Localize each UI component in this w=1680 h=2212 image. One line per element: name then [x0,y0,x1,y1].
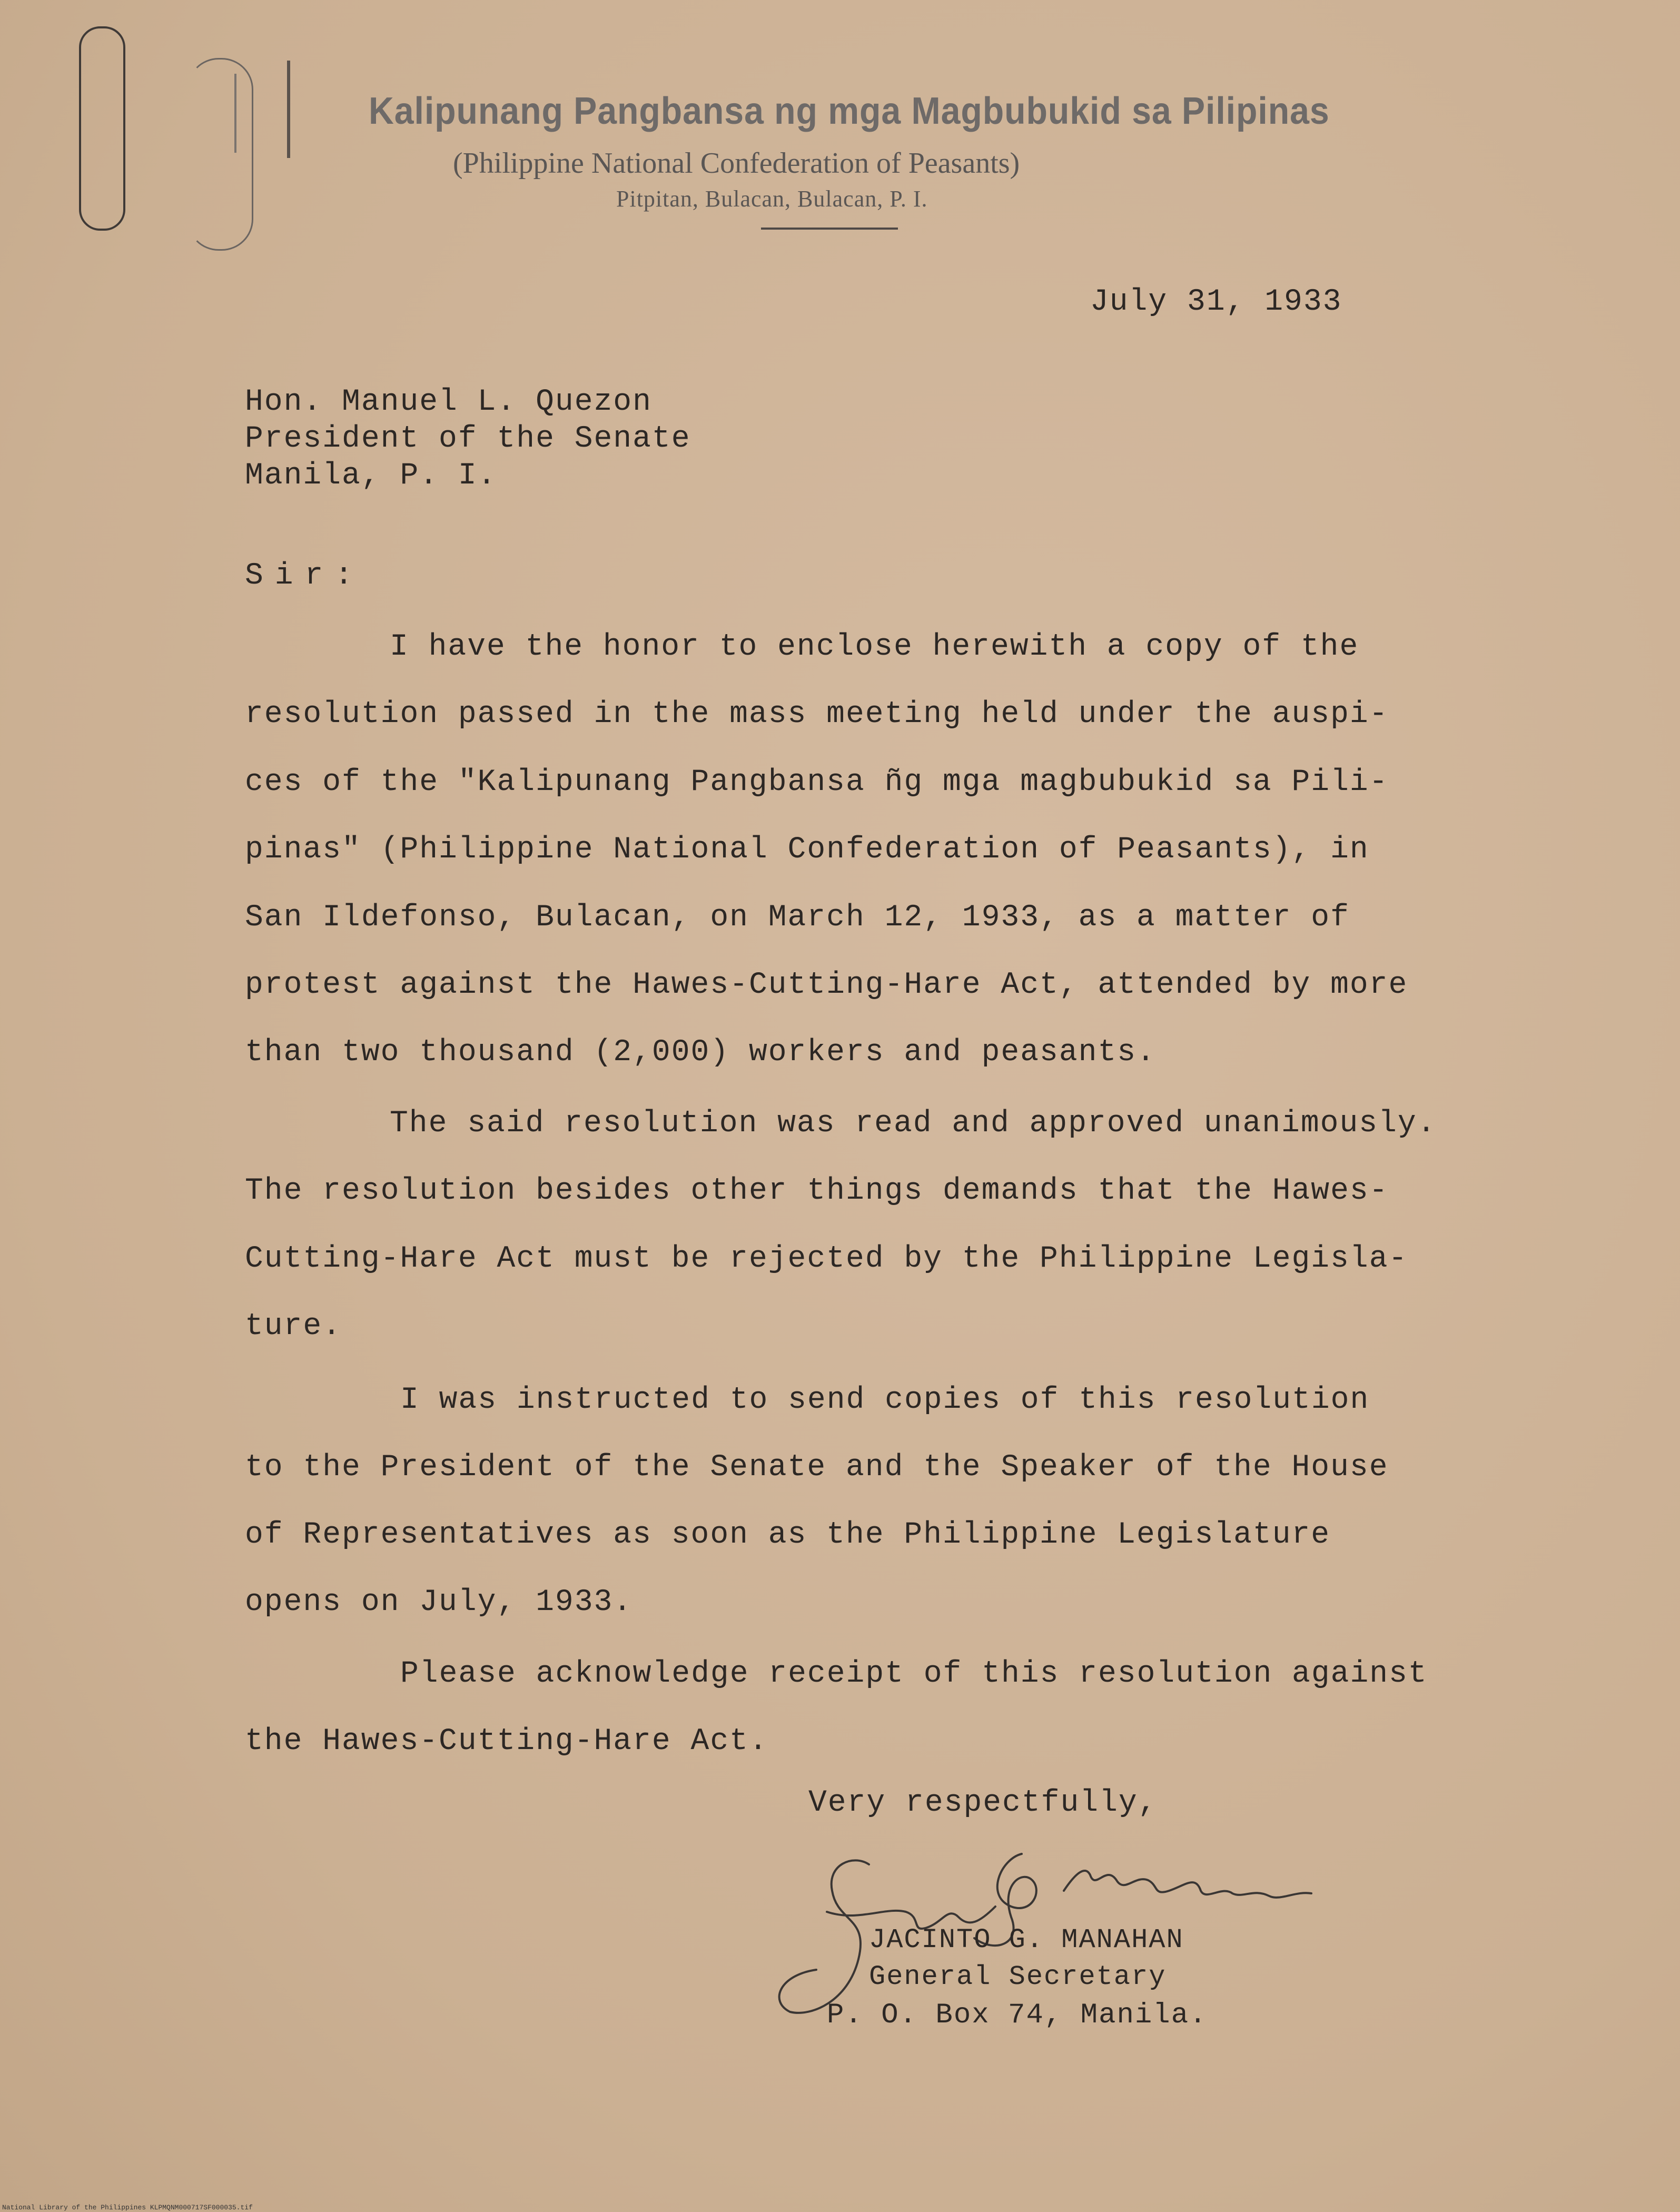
signatory-title: General Secretary [869,1961,1167,1992]
salutation: Sir: [245,559,365,593]
staple-mark [234,74,236,153]
recipient-title: President of the Senate [245,422,691,456]
body-line: of Representatives as soon as the Philippine Legislature [245,1518,1331,1552]
binding-hole-mark [79,26,125,231]
letterhead-organization: Kalipunang Pangbansa ng mga Magbubukid sa Pilipinas [369,90,1330,132]
body-line: San Ildefonso, Bulacan, on March 12, 1933, as a matter of [245,901,1350,935]
signatory-name: JACINTO G. MANAHAN [869,1924,1184,1956]
body-line: The resolution besides other things demands that the Hawes- [245,1174,1389,1208]
body-line: protest against the Hawes-Cutting-Hare Act, attended by more [245,968,1408,1002]
body-line: opens on July, 1933. [245,1585,633,1619]
letter-date: July 31, 1933 [1090,285,1342,319]
body-line: resolution passed in the mass meeting held under the auspi- [245,697,1389,732]
body-line: I have the honor to enclose herewith a copy of the [390,630,1359,664]
body-line: ces of the "Kalipunang Pangbansa ñg mga magbubukid sa Pili- [245,765,1389,799]
recipient-location: Manila, P. I. [245,459,497,493]
letterhead-divider [761,228,898,230]
body-line: the Hawes-Cutting-Hare Act. [245,1724,768,1759]
recipient-name: Hon. Manuel L. Quezon [245,385,652,419]
body-line: Please acknowledge receipt of this resolution against [400,1657,1428,1691]
body-line: to the President of the Senate and the Speaker of the House [245,1450,1389,1485]
staple-mark [287,61,290,158]
binding-hole-mark [187,58,253,251]
body-line: than two thousand (2,000) workers and peasants. [245,1035,1156,1070]
closing: Very respectfully, [808,1786,1158,1820]
letterhead-address: Pitpitan, Bulacan, Bulacan, P. I. [616,186,928,212]
body-line: pinas" (Philippine National Confederation of Peasants), in [245,833,1369,867]
body-line: ture. [245,1309,342,1344]
body-line: The said resolution was read and approved unanimously. [390,1107,1437,1141]
body-line: I was instructed to send copies of this resolution [400,1383,1370,1417]
body-line: Cutting-Hare Act must be rejected by the Philippine Legisla- [245,1242,1408,1276]
letterhead-english-name: (Philippine National Confederation of Peasants) [453,147,1020,180]
archive-footer: National Library of the Philippines KLPMQNM000717SF000035.tif [2,2204,253,2211]
signatory-address: P. O. Box 74, Manila. [827,1999,1208,2031]
